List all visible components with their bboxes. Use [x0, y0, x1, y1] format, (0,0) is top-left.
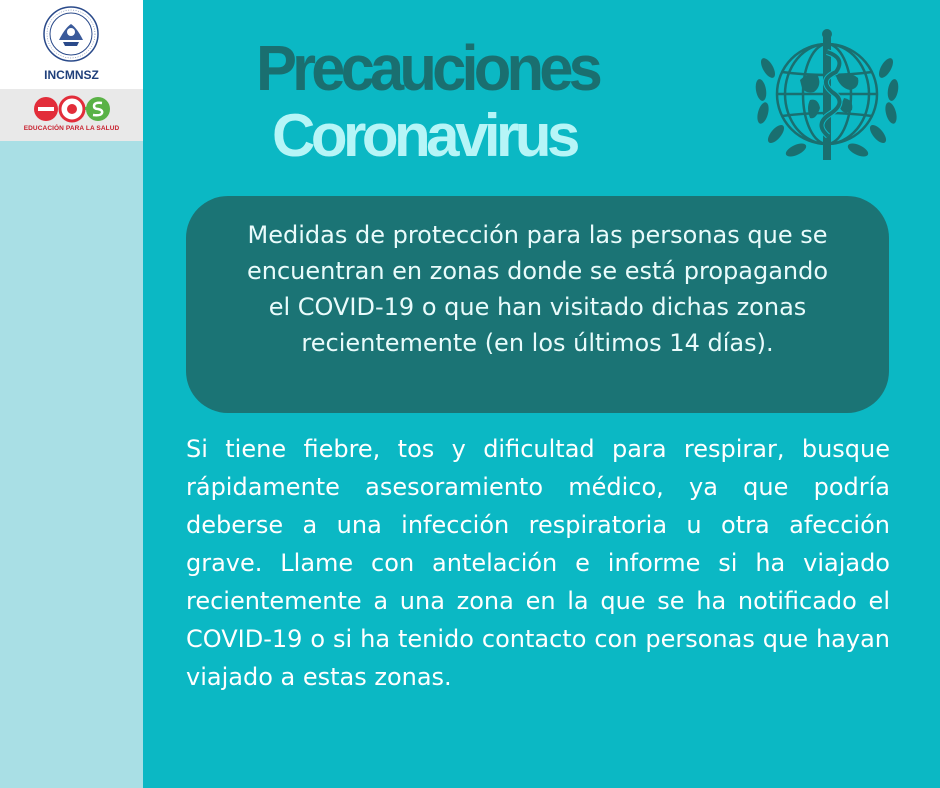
eps-logo-icon: [32, 94, 112, 124]
intro-box: [186, 196, 889, 413]
intro-text: Medidas de protección para las personas que se encuentran en zonas donde se está propagando el COVID-19 o que han visitado dichas zonas recientemente (en los últimos 14 días).: [246, 221, 829, 357]
incmnsz-logo: [0, 0, 143, 89]
eps-tagline: EDUCACIÓN PARA LA SALUD: [23, 125, 120, 132]
body-paragraph: Si tiene fiebre, tos y dificultad para respirar, busque rápidamente asesoramiento médico, ya que podría deberse a una infección respiratoria u otra afección grave. Llame con antelación e informe si ha viajado recientemente a una zona en la que se ha notificado el COVID-19 o si ha tenido contacto con personas que hayan viajado a estas zonas.: [186, 435, 890, 691]
title-precauciones: Precauciones: [256, 32, 598, 104]
sidebar: [0, 0, 143, 788]
eps-logo: [0, 89, 143, 141]
who-emblem-icon: [748, 28, 906, 170]
incmnsz-abbreviation: INCMNSZ: [44, 68, 99, 82]
incmnsz-seal-icon: [43, 6, 99, 62]
title-coronavirus: Coronavirus: [272, 102, 576, 169]
